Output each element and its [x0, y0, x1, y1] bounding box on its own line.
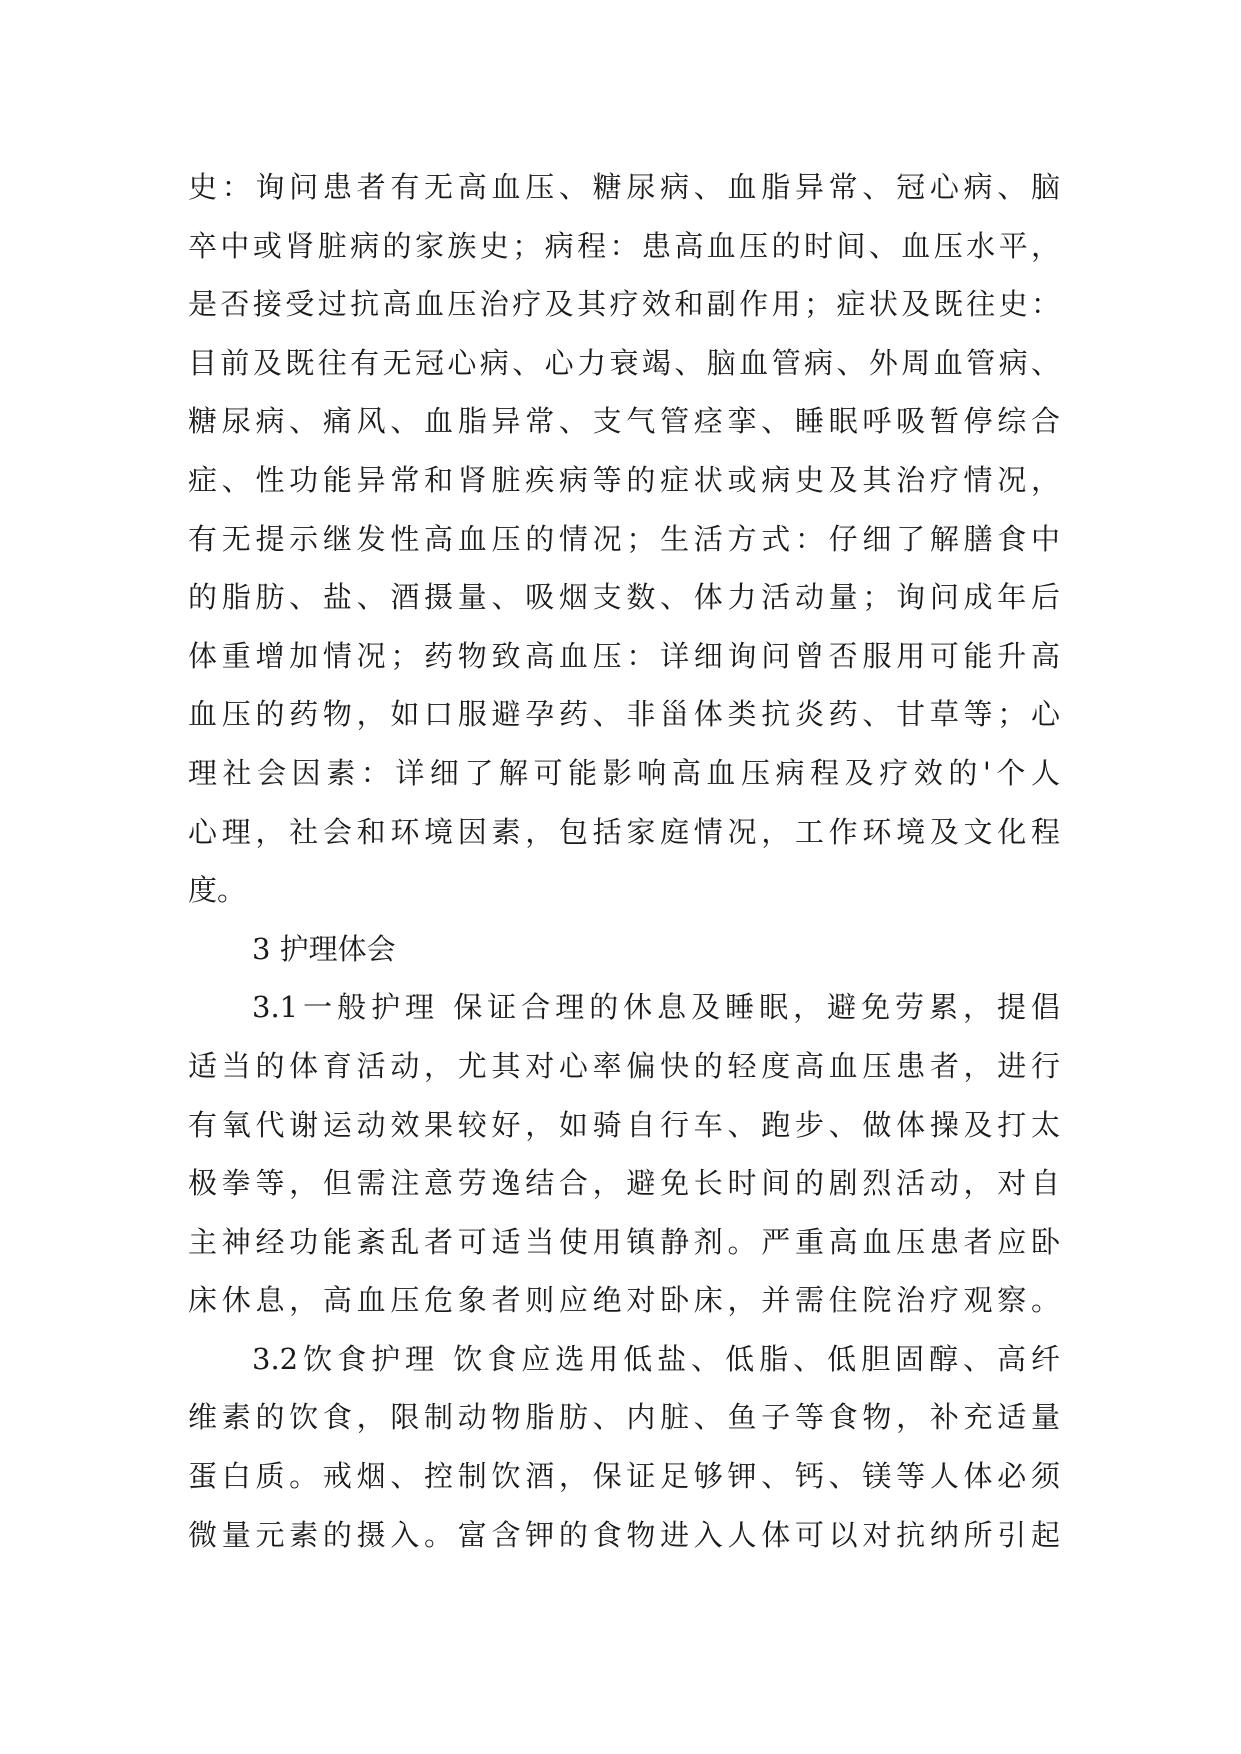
text-line-23: 蛋白质。戒烟、控制饮酒，保证足够钾、钙、镁等人体必须: [188, 1459, 1060, 1494]
text-line-6: 症、性功能异常和肾脏疾病等的症状或病史及其治疗情况，: [188, 462, 1060, 497]
text-line-13: 度。: [188, 873, 247, 908]
text-line-8: 的脂肪、盐、酒摄量、吸烟支数、体力活动量；询问成年后: [188, 580, 1060, 615]
subsection-3-2-first-line: 3.2饮食护理 饮食应选用低盐、低脂、低胆固醇、高纤: [252, 1341, 1060, 1376]
text-line-10: 血压的药物，如口服避孕药、非甾体类抗炎药、甘草等；心: [188, 697, 1060, 732]
text-line-12: 心理，社会和环境因素，包括家庭情况，工作环境及文化程: [188, 814, 1060, 849]
text-line-7: 有无提示继发性高血压的情况；生活方式：仔细了解膳食中: [188, 521, 1060, 556]
subsection-3-1-first-line: 3.1一般护理 保证合理的休息及睡眠，避免劳累，提倡: [252, 990, 1060, 1025]
text-line-20: 床休息，高血压危象者则应绝对卧床，并需住院治疗观察。: [188, 1283, 1060, 1318]
text-line-18: 极拳等，但需注意劳逸结合，避免长时间的剧烈活动，对自: [188, 1166, 1060, 1201]
text-line-16: 适当的体育活动，尤其对心率偏快的轻度高血压患者，进行: [188, 1048, 1060, 1083]
document-body: [188, 158, 1060, 1564]
text-line-17: 有氧代谢运动效果较好，如骑自行车、跑步、做体操及打太: [188, 1107, 1060, 1142]
section-heading: 3 护理体会: [252, 931, 396, 966]
text-line-11: 理社会因素：详细了解可能影响高血压病程及疗效的'个人: [188, 755, 1060, 790]
text-line-3: 是否接受过抗高血压治疗及其疗效和副作用；症状及既往史：: [188, 287, 1060, 322]
text-line-4: 目前及既往有无冠心病、心力衰竭、脑血管病、外周血管病、: [188, 345, 1060, 380]
text-line-22: 维素的饮食，限制动物脂肪、内脏、鱼子等食物，补充适量: [188, 1400, 1060, 1435]
text-line-24: 微量元素的摄入。富含钾的食物进入人体可以对抗纳所引起: [188, 1517, 1060, 1552]
text-line-9: 体重增加情况；药物致高血压：详细询问曾否服用可能升高: [188, 638, 1060, 673]
text-line-1: 史：询问患者有无高血压、糖尿病、血脂异常、冠心病、脑: [188, 170, 1060, 204]
text-line-19: 主神经功能紊乱者可适当使用镇静剂。严重高血压患者应卧: [188, 1224, 1060, 1259]
text-line-2: 卒中或肾脏病的家族史；病程：患高血压的时间、血压水平，: [188, 228, 1060, 263]
text-line-5: 糖尿病、痛风、血脂异常、支气管痉挛、睡眠呼吸暂停综合: [188, 404, 1060, 439]
